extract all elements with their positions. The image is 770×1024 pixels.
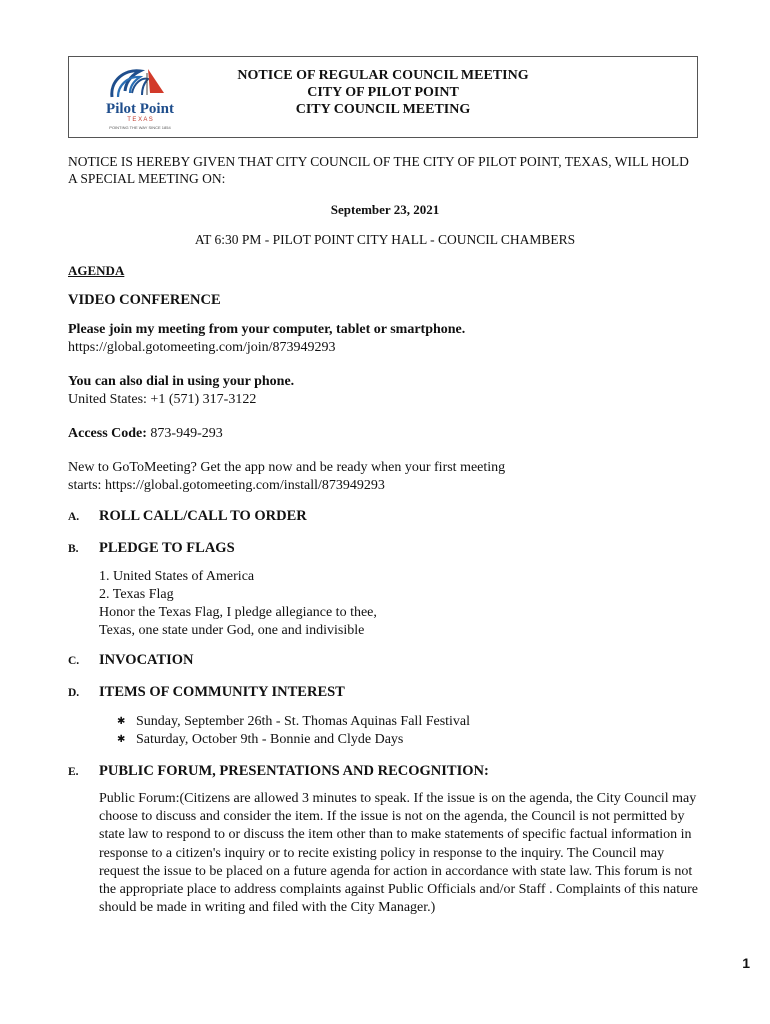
access-code-value: 873-949-293 xyxy=(150,426,223,441)
dial-in-instructions: You can also dial in using your phone. xyxy=(68,374,295,389)
meeting-title: CITY COUNCIL MEETING xyxy=(295,102,471,117)
pledge-line-2: 2. Texas Flag xyxy=(99,587,174,602)
dial-in-number: United States: +1 (571) 317-3122 xyxy=(68,392,257,407)
section-d-title: ITEMS OF COMMUNITY INTEREST xyxy=(99,684,345,700)
bullet-icon: ✱ xyxy=(117,716,126,727)
logo-tagline: POINTING THE WAY SINCE 1854 xyxy=(109,125,171,130)
new-user-line-2: starts: https://global.gotomeeting.com/install/873949293 xyxy=(68,478,385,493)
access-code-line xyxy=(68,425,223,443)
page-number: 1 xyxy=(742,955,750,971)
pledge-line-4: Texas, one state under God, one and indivisible xyxy=(99,623,365,638)
notice-line-1: NOTICE IS HEREBY GIVEN THAT CITY COUNCIL OF THE CITY OF PILOT POINT, TEXAS, WILL HOLD xyxy=(68,154,689,169)
logo-subtitle: T E X A S xyxy=(127,117,153,123)
section-b-title: PLEDGE TO FLAGS xyxy=(99,540,235,556)
public-forum-paragraph: Public Forum:(Citizens are allowed 3 minutes to speak. If the issue is on the agenda, the City Council may choose to discuss and consider the item. If the issue is not on the agenda, the Council is not permitted by state law to respond to or discuss the item other than to make statements of specific factual information in response to a citizen's inquiry or to recite existing policy in response to the inquiry. The Council may request the issue to be placed on a future agenda for action in accordance with state law. This forum is not the appropriate place to address complaints against Public Officials and/or Staff . Complaints of this nature should be made in writing and filed with the City Manager.) xyxy=(99,791,699,916)
section-a-letter: A. xyxy=(68,511,80,523)
section-b-letter: B. xyxy=(68,543,79,555)
bullet-icon: ✱ xyxy=(117,734,126,745)
community-item-2: Saturday, October 9th - Bonnie and Clyde Days xyxy=(136,732,404,747)
section-e-letter: E. xyxy=(68,766,79,778)
new-user-line-1: New to GoToMeeting? Get the app now and be ready when your first meeting xyxy=(68,460,506,475)
community-item-1: Sunday, September 26th - St. Thomas Aquinas Fall Festival xyxy=(136,714,471,729)
city-title: CITY OF PILOT POINT xyxy=(307,85,459,100)
section-a-title: ROLL CALL/CALL TO ORDER xyxy=(99,508,307,524)
section-c-letter: C. xyxy=(68,655,80,667)
logo-name: Pilot Point xyxy=(106,101,174,117)
city-logo xyxy=(92,63,188,133)
join-url-link[interactable]: https://global.gotomeeting.com/join/873949293 xyxy=(68,340,336,355)
access-code-label: Access Code: xyxy=(68,426,147,441)
section-c-title: INVOCATION xyxy=(99,652,194,668)
section-d-letter: D. xyxy=(68,687,80,699)
agenda-heading: AGENDA xyxy=(68,263,125,278)
section-e-title: PUBLIC FORUM, PRESENTATIONS AND RECOGNITION: xyxy=(99,763,489,779)
meeting-date: September 23, 2021 xyxy=(330,202,440,217)
meeting-time-place: AT 6:30 PM - PILOT POINT CITY HALL - COUNCIL CHAMBERS xyxy=(194,232,576,247)
notice-title: NOTICE OF REGULAR COUNCIL MEETING xyxy=(237,68,529,83)
pledge-line-1: 1. United States of America xyxy=(99,569,255,584)
pledge-line-3: Honor the Texas Flag, I pledge allegiance to thee, xyxy=(99,605,377,620)
video-conference-heading: VIDEO CONFERENCE xyxy=(68,292,221,308)
notice-line-2: A SPECIAL MEETING ON: xyxy=(68,171,226,186)
join-instructions: Please join my meeting from your computer, tablet or smartphone. xyxy=(68,322,466,337)
